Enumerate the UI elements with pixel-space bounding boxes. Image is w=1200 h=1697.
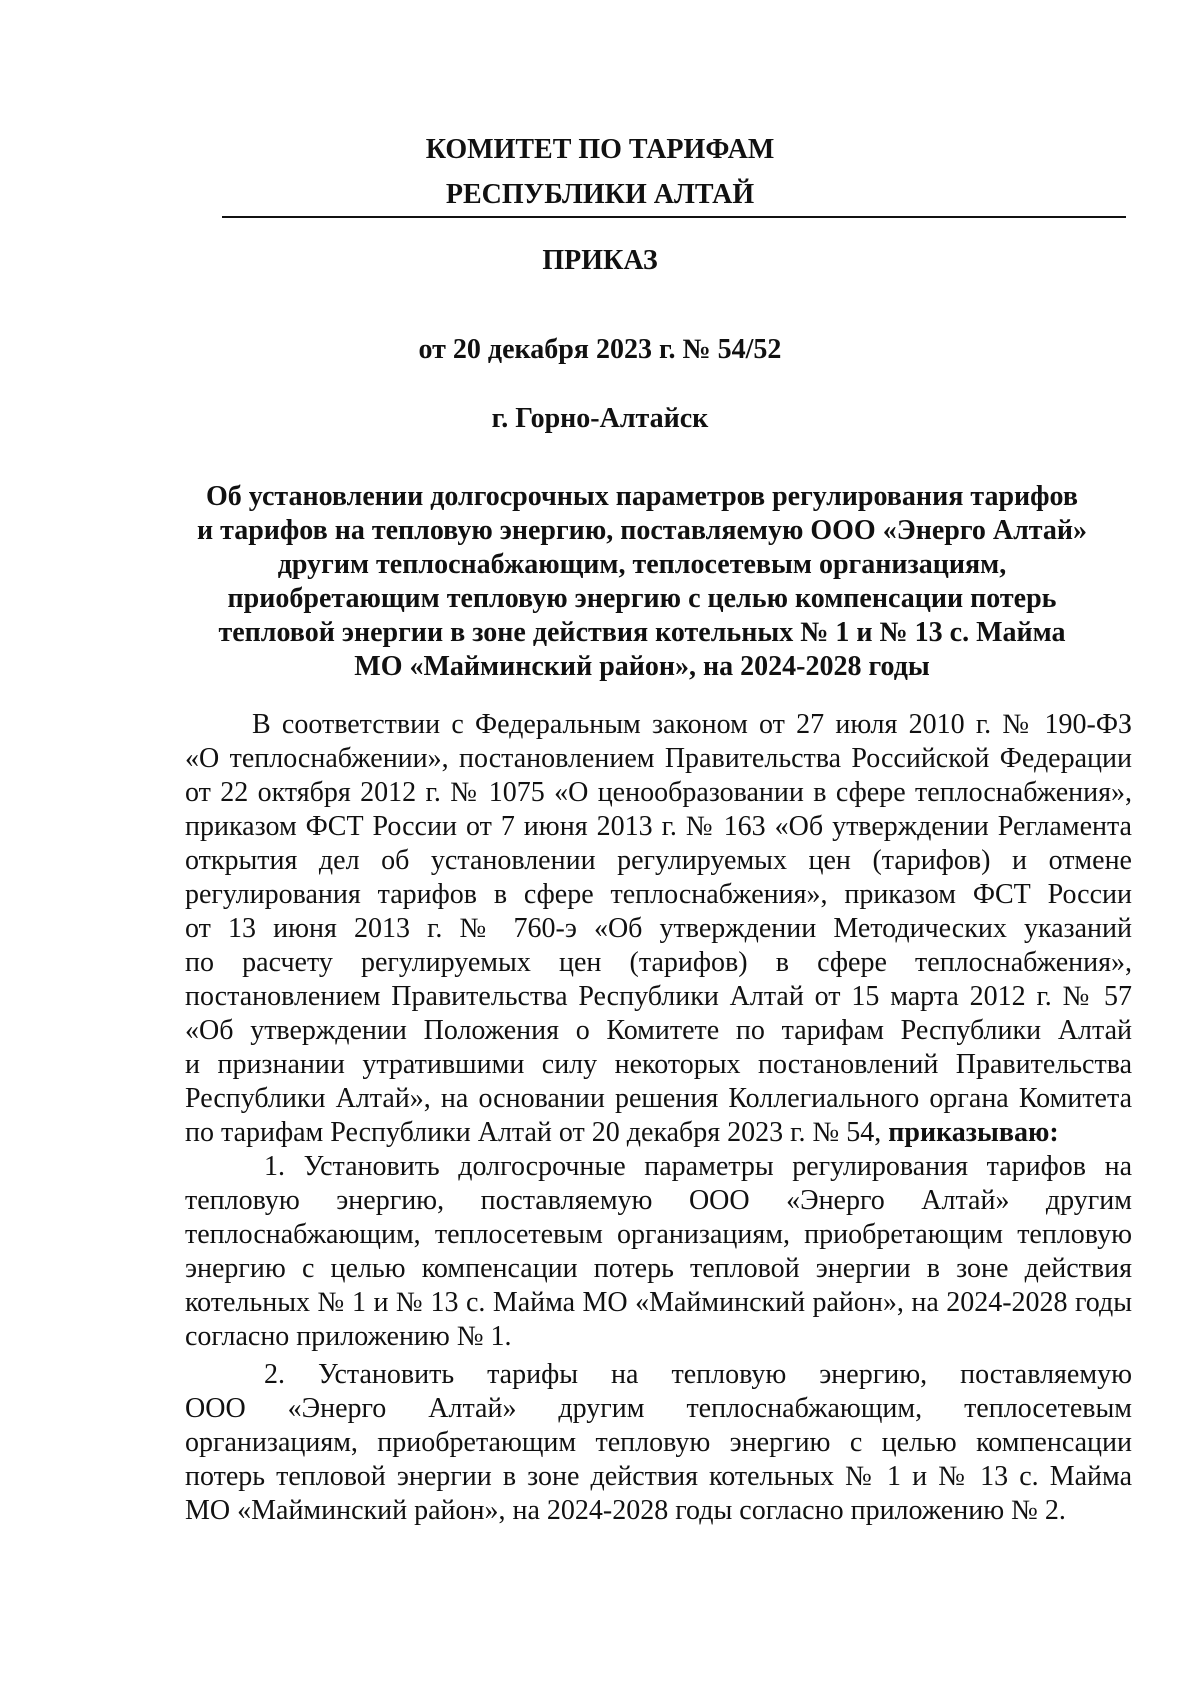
title-line: МО «Майминский район», на 2024-2028 годы [354, 651, 930, 682]
preamble-line: «Об утверждении Положения о Комитете по тарифам Республики Алтай [185, 1015, 1132, 1046]
preamble-line: постановлением Правительства Республики Алтай от 15 марта 2012 г. № 57 [185, 981, 1132, 1012]
item-line: потерь тепловой энергии в зоне действия котельных № 1 и № 13 с. Майма [185, 1461, 1132, 1492]
item-line: котельных № 1 и № 13 с. Майма МО «Майминский район», на 2024-2028 годы [185, 1287, 1132, 1318]
item-line: ООО «Энерго Алтай» другим теплоснабжающим, теплосетевым [185, 1393, 1132, 1424]
title-line: Об установлении долгосрочных параметров регулирования тарифов [206, 481, 1078, 512]
order-date-number: от 20 декабря 2023 г. № 54/52 [418, 334, 782, 365]
order-directive: приказываю: [888, 1117, 1059, 1148]
item-line: энергию с целью компенсации потерь тепловой энергии в зоне действия [185, 1253, 1132, 1284]
preamble-line: от 22 октября 2012 г. № 1075 «О ценообразовании в сфере теплоснабжения», [185, 777, 1132, 808]
title-line: другим теплоснабжающим, теплосетевым организациям, [277, 549, 1007, 580]
preamble-line: приказом ФСТ России от 7 июня 2013 г. № 163 «Об утверждении Регламента [185, 811, 1132, 842]
preamble-line: и признании утратившими силу некоторых постановлений Правительства [185, 1049, 1132, 1080]
title-line: тепловой энергии в зоне действия котельных № 1 и № 13 с. Майма [218, 617, 1066, 648]
order-title [150, 480, 1134, 684]
preamble-last-line [185, 1116, 1132, 1150]
preamble-line: от 13 июня 2013 г. № 760-э «Об утверждении Методических указаний [185, 913, 1132, 944]
item-line: организациям, приобретающим тепловую энергию с целью компенсации [185, 1427, 1132, 1458]
header-divider [222, 216, 1126, 218]
title-line: приобретающим тепловую энергию с целью компенсации потерь [227, 583, 1057, 614]
preamble-line: по расчету регулируемых цен (тарифов) в сфере теплоснабжения», [185, 947, 1132, 978]
item-line: согласно приложению № 1. [185, 1321, 512, 1352]
committee-name-line1: КОМИТЕТ ПО ТАРИФАМ [425, 134, 775, 165]
preamble-line: В соответствии с Федеральным законом от 27 июля 2010 г. № 190-ФЗ [252, 709, 1132, 740]
preamble-line: «О теплоснабжении», постановлением Правительства Российской Федерации [185, 743, 1132, 774]
item-line: тепловую энергию, поставляемую ООО «Энерго Алтай» другим [185, 1185, 1132, 1216]
item-line: теплоснабжающим, теплосетевым организациям, приобретающим тепловую [185, 1219, 1132, 1250]
item-line: 2. Установить тарифы на тепловую энергию, поставляемую [264, 1359, 1132, 1390]
item-line: МО «Майминский район», на 2024-2028 годы согласно приложению № 2. [185, 1495, 1066, 1526]
preamble-line: открытия дел об установлении регулируемых цен (тарифов) и отмене [185, 845, 1132, 876]
preamble-last-text: по тарифам Республики Алтай от 20 декабря 2023 г. № 54, [185, 1117, 889, 1148]
document-type: ПРИКАЗ [542, 245, 658, 276]
preamble-line: регулирования тарифов в сфере теплоснабжения», приказом ФСТ России [185, 879, 1132, 910]
committee-name-line2: РЕСПУБЛИКИ АЛТАЙ [445, 179, 755, 210]
title-line: и тарифов на тепловую энергию, поставляемую ООО «Энерго Алтай» [196, 515, 1088, 546]
issue-city: г. Горно-Алтайск [491, 403, 709, 434]
item-line: 1. Установить долгосрочные параметры регулирования тарифов на [264, 1151, 1132, 1182]
preamble-line: Республики Алтай», на основании решения Коллегиального органа Комитета [185, 1083, 1132, 1114]
